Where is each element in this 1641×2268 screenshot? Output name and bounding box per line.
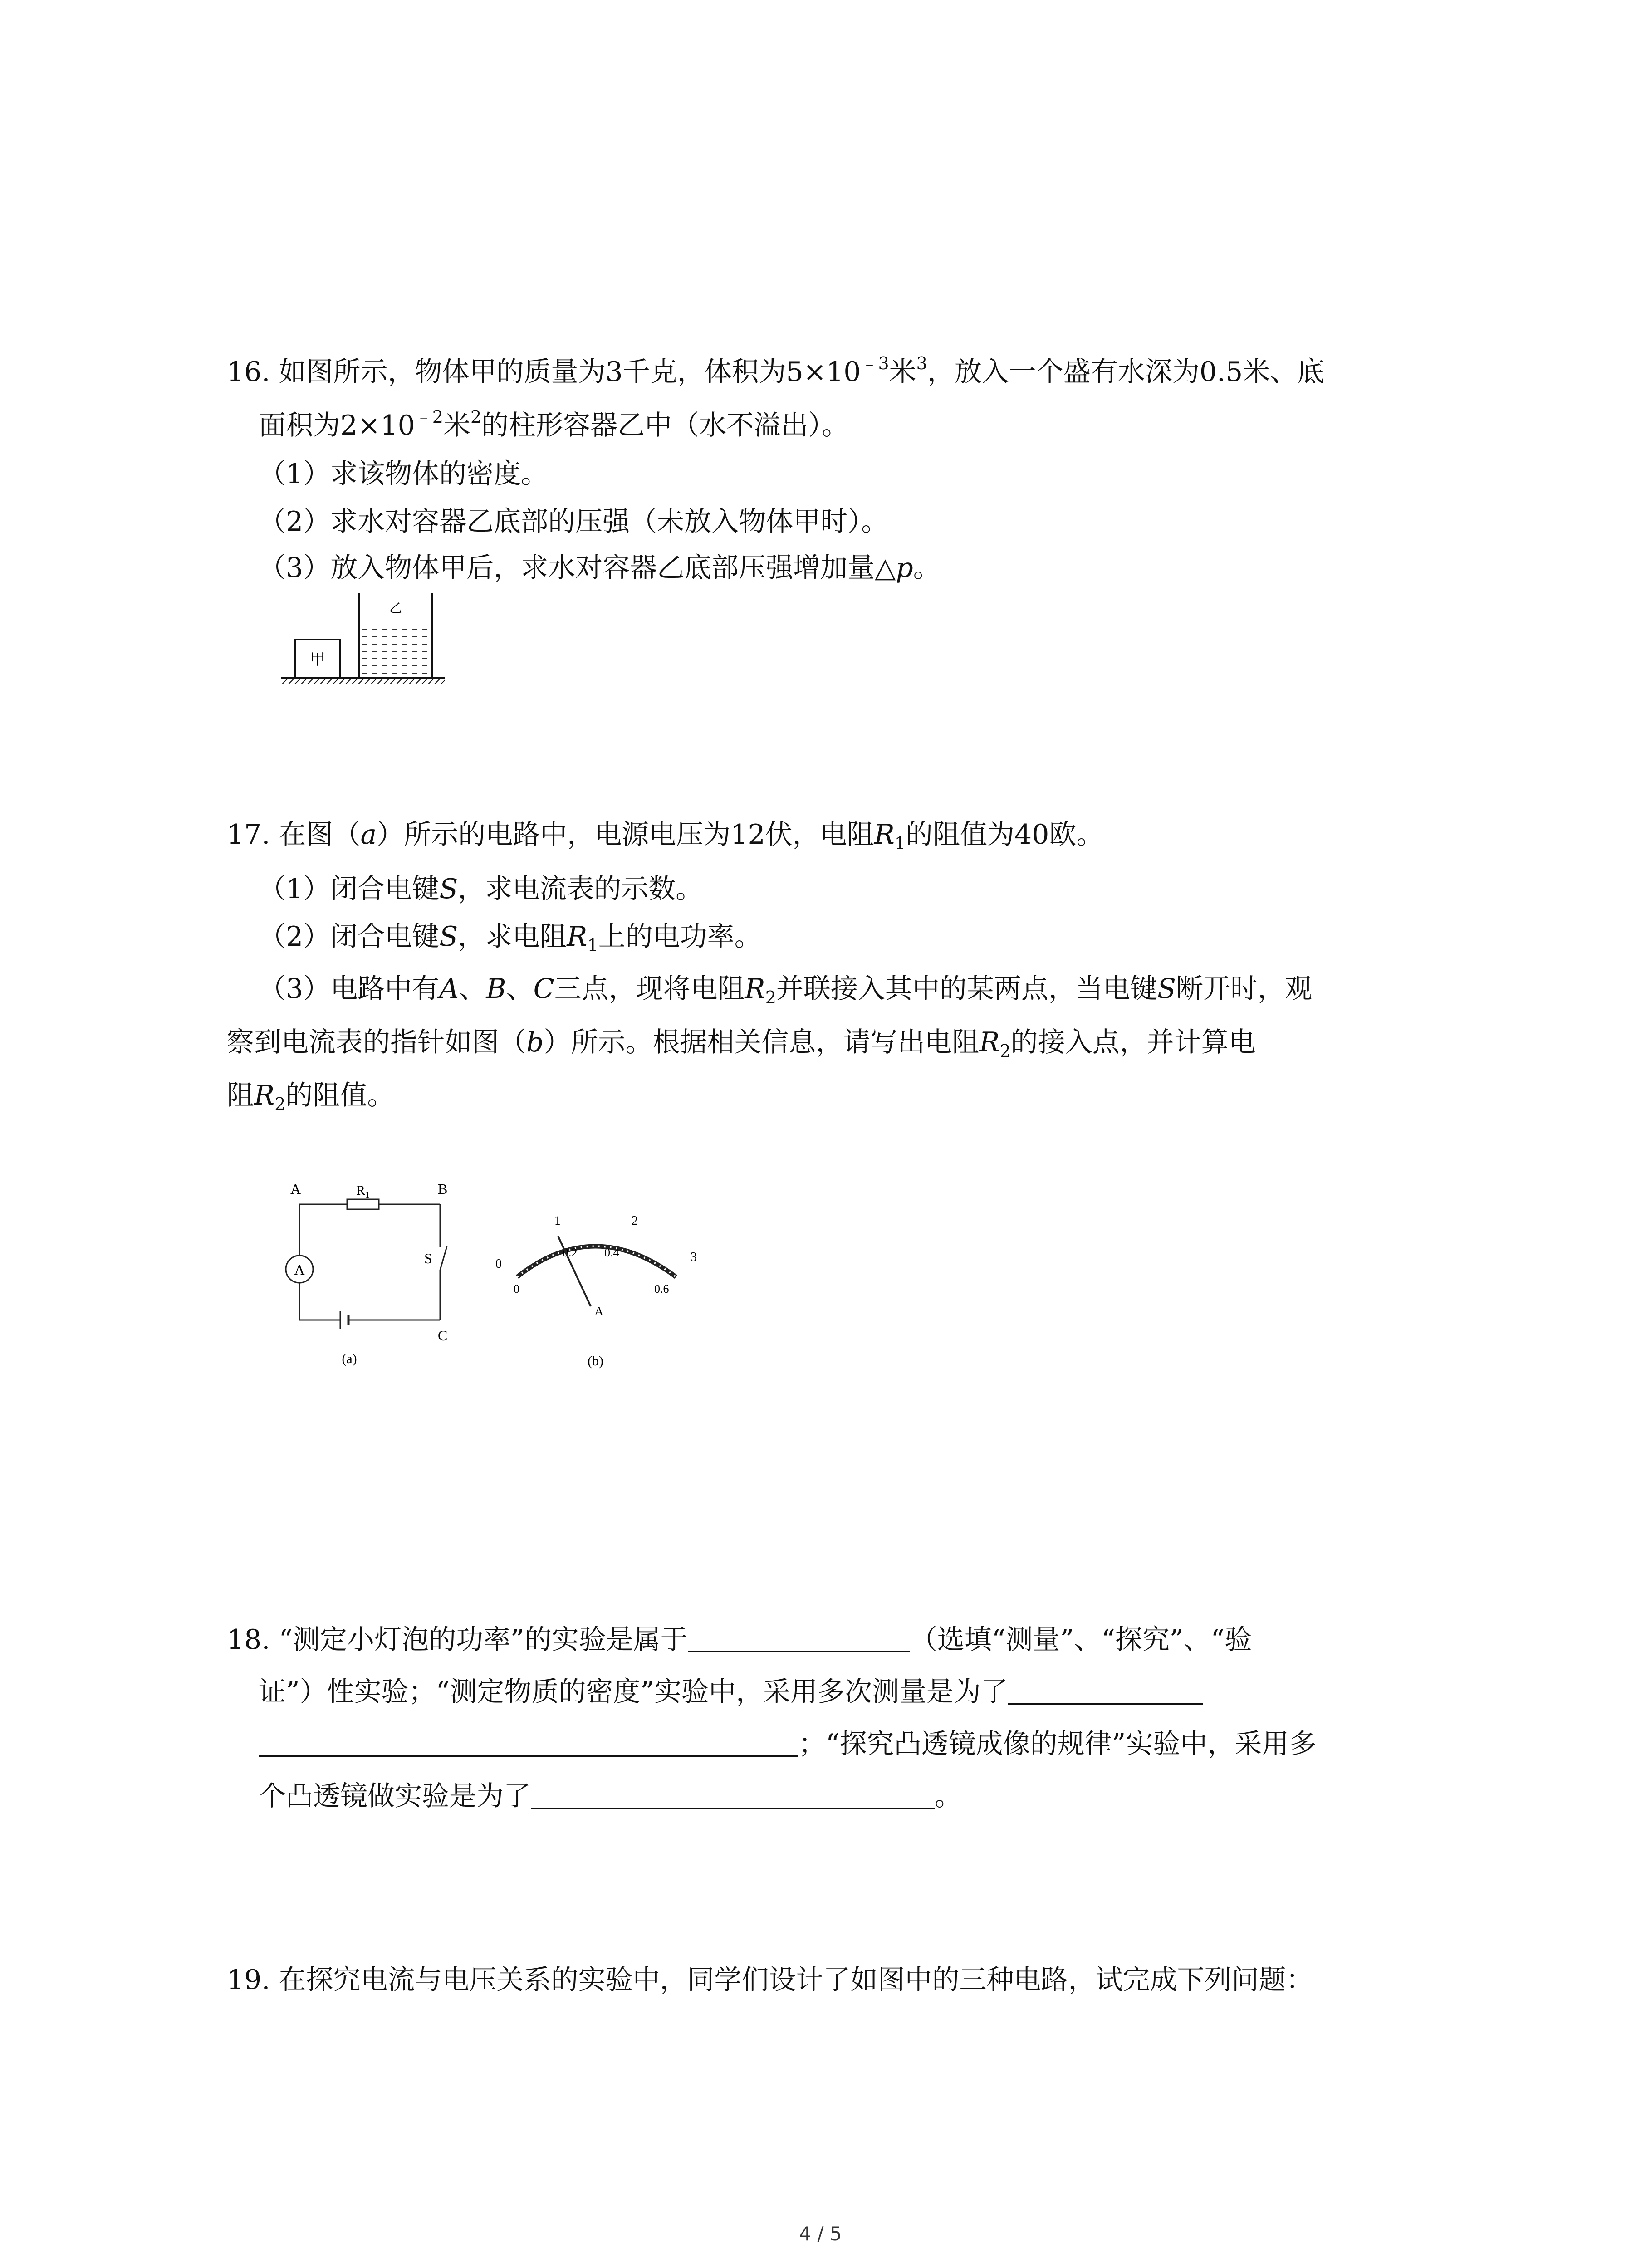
dial-bottom-tick-3: 0.6 — [654, 1282, 669, 1295]
switch-s-label: S — [424, 1250, 432, 1266]
switch-s — [440, 1246, 447, 1270]
water-body — [360, 626, 431, 677]
q19-line-1: 19. 在探究电流与电压关系的实验中，同学们设计了如图中的三种电路，试完成下列问题： — [227, 1964, 1313, 1996]
point-a-label: A — [290, 1181, 301, 1197]
point-b-label: B — [438, 1181, 448, 1197]
q16-sub-2: （2）求水对容器乙底部的压强（未放入物体甲时）。 — [259, 506, 889, 538]
q18-line-3: ；“探究凸透镜成像的规律”实验中，采用多 — [259, 1726, 1316, 1762]
q18-line-1: 18. “测定小灯泡的功率”的实验是属于 （选填“测量”、“探究”、“验 — [227, 1624, 1252, 1656]
q16-line-1: 16. 如图所示，物体甲的质量为3千克，体积为$5\times 10^{﹣3}$米$^3$，放入一个盛有水深为0.5米、底 — [227, 353, 1325, 388]
q17-sub-1: （1）闭合电键S，求电流表的示数。 — [259, 873, 703, 905]
resistor-r1 — [347, 1199, 379, 1209]
q16-number: 16. — [227, 356, 270, 388]
q17-figure-a — [268, 1179, 476, 1370]
q18-blank-1[interactable] — [688, 1624, 910, 1652]
q17-number: 17. — [227, 819, 270, 850]
dial-bottom-tick-2: 0.4 — [604, 1246, 619, 1259]
dial-bottom-tick-0: 0 — [514, 1282, 519, 1295]
q17-sub-3: （3）电路中有A、B、C三点，现将电阻$R_2$并联接入其中的某两点，当电键S断开时，观 — [259, 973, 1313, 1007]
q19-number: 19. — [227, 1964, 270, 1996]
resistor-r1-label: $R_1$ — [356, 1183, 370, 1200]
q16-figure — [281, 590, 445, 694]
q17-sub-2: （2）闭合电键S，求电阻$R_1$上的电功率。 — [259, 921, 762, 955]
q18-number: 18. — [227, 1624, 270, 1656]
q18-line-4: 个凸透镜做实验是为了 。 — [259, 1780, 962, 1812]
q18-line-2: 证”）性实验；“测定物质的密度”实验中，采用多次测量是为了 — [259, 1674, 1203, 1710]
caption-b: (b) — [588, 1354, 603, 1369]
caption-a: (a) — [342, 1351, 357, 1366]
dial-top-tick-2: 2 — [632, 1214, 638, 1228]
q17-figure-b — [485, 1198, 721, 1370]
q18-blank-3[interactable] — [531, 1780, 935, 1809]
ground-hatching — [281, 678, 445, 684]
q17-line-1: 17. 在图（a）所示的电路中，电源电压为12伏，电阻$R_1$的阻值为40欧。 — [227, 819, 1104, 853]
container-yi-label: 乙 — [389, 601, 402, 616]
q16-line-2: 面积为$2\times 10^{﹣2}$米$^2$的柱形容器乙中（水不溢出）。 — [259, 407, 849, 441]
q17-sub-3-cont-2: 阻$R_2$的阻值。 — [227, 1080, 395, 1114]
point-c-label: C — [438, 1327, 448, 1344]
dial-arc — [517, 1246, 676, 1277]
dial-bottom-tick-1: 0.2 — [563, 1246, 578, 1259]
dial-top-tick-0: 0 — [495, 1257, 502, 1271]
q17-sub-3-cont-1: 察到电流表的指针如图（b）所示。根据相关信息，请写出电阻$R_2$的接入点，并计算电 — [227, 1026, 1256, 1061]
q16-sub-3: （3）放入物体甲后，求水对容器乙底部压强增加量△p。 — [259, 552, 941, 584]
q16-sub-1: （1）求该物体的密度。 — [259, 458, 549, 490]
q18-blank-2a[interactable] — [1008, 1676, 1203, 1705]
dial-top-tick-1: 1 — [554, 1214, 561, 1228]
page-number: 4 / 5 — [799, 2223, 842, 2245]
ammeter-label: A — [294, 1261, 305, 1278]
dial-pointer-label: A — [594, 1305, 604, 1319]
block-jia-label: 甲 — [310, 650, 325, 669]
q18-blank-2b[interactable] — [259, 1728, 798, 1757]
dial-top-tick-3: 3 — [691, 1250, 697, 1264]
